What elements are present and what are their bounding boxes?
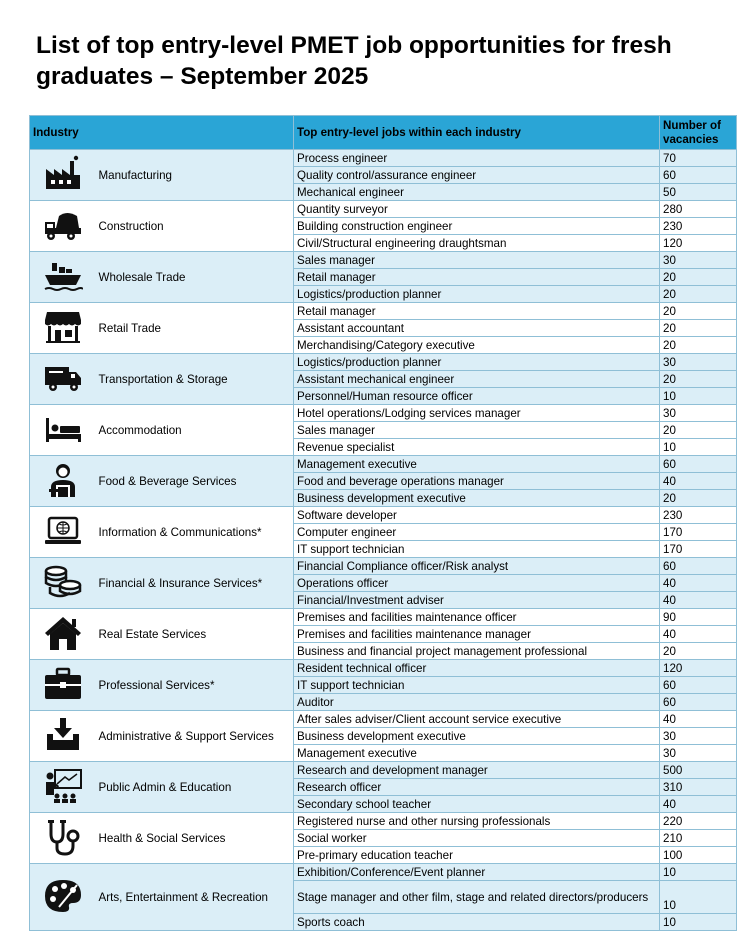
storefront-icon xyxy=(43,308,83,348)
job-title: Assistant mechanical engineer xyxy=(294,371,660,388)
vacancy-count: 20 xyxy=(660,303,737,320)
header-industry: Industry xyxy=(30,116,294,150)
vacancy-count: 40 xyxy=(660,626,737,643)
industry-name: Arts, Entertainment & Recreation xyxy=(96,864,294,931)
industry-name: Transportation & Storage xyxy=(96,354,294,405)
industry-icon-cell xyxy=(30,864,96,931)
vacancy-count: 10 xyxy=(660,439,737,456)
industry-name: Information & Communications* xyxy=(96,507,294,558)
job-title: Premises and facilities maintenance manager xyxy=(294,626,660,643)
table-header-row xyxy=(30,116,737,150)
job-title: Assistant accountant xyxy=(294,320,660,337)
vacancy-count: 60 xyxy=(660,694,737,711)
job-title: Stage manager and other film, stage and related directors/producers xyxy=(294,881,660,914)
job-title: IT support technician xyxy=(294,541,660,558)
job-title: Sports coach xyxy=(294,914,660,931)
job-title: Quantity surveyor xyxy=(294,201,660,218)
job-title: Resident technical officer xyxy=(294,660,660,677)
job-title: Auditor xyxy=(294,694,660,711)
vacancy-count: 60 xyxy=(660,167,737,184)
vacancy-count: 120 xyxy=(660,660,737,677)
vacancy-count: 20 xyxy=(660,643,737,660)
job-title: Sales manager xyxy=(294,422,660,439)
vacancy-count: 40 xyxy=(660,711,737,728)
industry-icon-cell xyxy=(30,558,96,609)
vacancy-count: 170 xyxy=(660,524,737,541)
industry-icon-cell xyxy=(30,762,96,813)
table-row xyxy=(30,711,737,728)
job-title: Business development executive xyxy=(294,728,660,745)
job-title: After sales adviser/Client account service executive xyxy=(294,711,660,728)
vacancy-count: 20 xyxy=(660,422,737,439)
table-row xyxy=(30,150,737,167)
job-title: Pre-primary education teacher xyxy=(294,847,660,864)
vacancy-count: 10 xyxy=(660,864,737,881)
job-title: Secondary school teacher xyxy=(294,796,660,813)
teacher-board-icon xyxy=(43,767,83,807)
job-title: Financial Compliance officer/Risk analyst xyxy=(294,558,660,575)
table-row xyxy=(30,252,737,269)
house-icon xyxy=(43,614,83,654)
job-title: IT support technician xyxy=(294,677,660,694)
industry-name: Accommodation xyxy=(96,405,294,456)
vacancy-count: 310 xyxy=(660,779,737,796)
job-title: Registered nurse and other nursing professionals xyxy=(294,813,660,830)
job-title: Research officer xyxy=(294,779,660,796)
industry-icon-cell xyxy=(30,354,96,405)
vacancy-count: 100 xyxy=(660,847,737,864)
table-row xyxy=(30,405,737,422)
vacancy-count: 230 xyxy=(660,218,737,235)
industry-name: Food & Beverage Services xyxy=(96,456,294,507)
job-title: Merchandising/Category executive xyxy=(294,337,660,354)
vacancy-count: 30 xyxy=(660,745,737,762)
vacancy-count: 220 xyxy=(660,813,737,830)
vacancy-count: 280 xyxy=(660,201,737,218)
industry-name: Administrative & Support Services xyxy=(96,711,294,762)
job-title: Premises and facilities maintenance officer xyxy=(294,609,660,626)
header-vacancies: Number of vacancies xyxy=(660,116,737,150)
table-row xyxy=(30,558,737,575)
delivery-truck-icon xyxy=(43,359,83,399)
job-title: Retail manager xyxy=(294,303,660,320)
industry-name: Manufacturing xyxy=(96,150,294,201)
paint-palette-icon xyxy=(43,877,83,917)
bed-icon xyxy=(43,410,83,450)
job-title: Social worker xyxy=(294,830,660,847)
industry-name: Real Estate Services xyxy=(96,609,294,660)
briefcase-icon xyxy=(43,665,83,705)
job-title: Management executive xyxy=(294,745,660,762)
industry-name: Construction xyxy=(96,201,294,252)
job-title: Software developer xyxy=(294,507,660,524)
vacancy-count: 30 xyxy=(660,252,737,269)
industry-icon-cell xyxy=(30,660,96,711)
vacancy-count: 20 xyxy=(660,337,737,354)
table-row xyxy=(30,456,737,473)
job-title: Personnel/Human resource officer xyxy=(294,388,660,405)
vacancy-count: 10 xyxy=(660,388,737,405)
vacancy-count: 60 xyxy=(660,456,737,473)
industry-name: Financial & Insurance Services* xyxy=(96,558,294,609)
job-title: Business and financial project management professional xyxy=(294,643,660,660)
job-title: Logistics/production planner xyxy=(294,286,660,303)
vacancy-count: 40 xyxy=(660,473,737,490)
table-row xyxy=(30,660,737,677)
inbox-download-icon xyxy=(43,716,83,756)
vacancy-count: 20 xyxy=(660,286,737,303)
industry-icon-cell xyxy=(30,813,96,864)
vacancy-count: 210 xyxy=(660,830,737,847)
vacancies-table xyxy=(29,115,737,931)
vacancy-count: 230 xyxy=(660,507,737,524)
job-title: Revenue specialist xyxy=(294,439,660,456)
vacancy-count: 500 xyxy=(660,762,737,779)
job-title: Quality control/assurance engineer xyxy=(294,167,660,184)
table-body xyxy=(30,150,737,931)
job-title: Management executive xyxy=(294,456,660,473)
table-row xyxy=(30,354,737,371)
job-title: Operations officer xyxy=(294,575,660,592)
vacancy-count: 10 xyxy=(660,881,737,914)
coin-stack-icon xyxy=(43,563,83,603)
job-title: Logistics/production planner xyxy=(294,354,660,371)
vacancy-count: 30 xyxy=(660,728,737,745)
job-title: Retail manager xyxy=(294,269,660,286)
table-row xyxy=(30,813,737,830)
laptop-globe-icon xyxy=(43,512,83,552)
stethoscope-icon xyxy=(43,818,83,858)
job-title: Civil/Structural engineering draughtsman xyxy=(294,235,660,252)
vacancy-count: 40 xyxy=(660,575,737,592)
job-title: Business development executive xyxy=(294,490,660,507)
vacancy-count: 60 xyxy=(660,558,737,575)
job-title: Food and beverage operations manager xyxy=(294,473,660,490)
industry-icon-cell xyxy=(30,303,96,354)
job-title: Hotel operations/Lodging services manager xyxy=(294,405,660,422)
vacancy-count: 40 xyxy=(660,796,737,813)
industry-icon-cell xyxy=(30,201,96,252)
vacancy-count: 30 xyxy=(660,405,737,422)
industry-name: Health & Social Services xyxy=(96,813,294,864)
industry-icon-cell xyxy=(30,252,96,303)
vacancy-count: 20 xyxy=(660,320,737,337)
industry-name: Retail Trade xyxy=(96,303,294,354)
industry-name: Wholesale Trade xyxy=(96,252,294,303)
job-title: Process engineer xyxy=(294,150,660,167)
industry-icon-cell xyxy=(30,405,96,456)
vacancy-count: 50 xyxy=(660,184,737,201)
industry-name: Public Admin & Education xyxy=(96,762,294,813)
vacancy-count: 120 xyxy=(660,235,737,252)
job-title: Research and development manager xyxy=(294,762,660,779)
job-title: Sales manager xyxy=(294,252,660,269)
industry-icon-cell xyxy=(30,456,96,507)
job-title: Exhibition/Conference/Event planner xyxy=(294,864,660,881)
table-row xyxy=(30,864,737,881)
industry-icon-cell xyxy=(30,507,96,558)
vacancy-count: 20 xyxy=(660,371,737,388)
cement-mixer-truck-icon xyxy=(43,206,83,246)
table-row xyxy=(30,609,737,626)
vacancy-count: 20 xyxy=(660,490,737,507)
vacancy-count: 170 xyxy=(660,541,737,558)
industry-icon-cell xyxy=(30,609,96,660)
vacancy-count: 90 xyxy=(660,609,737,626)
industry-icon-cell xyxy=(30,711,96,762)
cargo-ship-icon xyxy=(43,257,83,297)
job-title: Building construction engineer xyxy=(294,218,660,235)
vacancy-count: 40 xyxy=(660,592,737,609)
job-title: Mechanical engineer xyxy=(294,184,660,201)
server-person-icon xyxy=(43,461,83,501)
table-row xyxy=(30,507,737,524)
factory-icon xyxy=(43,155,83,195)
vacancy-count: 70 xyxy=(660,150,737,167)
table-row xyxy=(30,303,737,320)
job-title: Computer engineer xyxy=(294,524,660,541)
industry-name: Professional Services* xyxy=(96,660,294,711)
job-title: Financial/Investment adviser xyxy=(294,592,660,609)
vacancy-count: 20 xyxy=(660,269,737,286)
vacancy-count: 30 xyxy=(660,354,737,371)
vacancy-count: 10 xyxy=(660,914,737,931)
vacancy-count: 60 xyxy=(660,677,737,694)
table-row xyxy=(30,762,737,779)
header-jobs: Top entry-level jobs within each industry xyxy=(294,116,660,150)
page-title: List of top entry-level PMET job opportunities for fresh graduates – September 2025 xyxy=(36,32,672,90)
industry-icon-cell xyxy=(30,150,96,201)
table-row xyxy=(30,201,737,218)
